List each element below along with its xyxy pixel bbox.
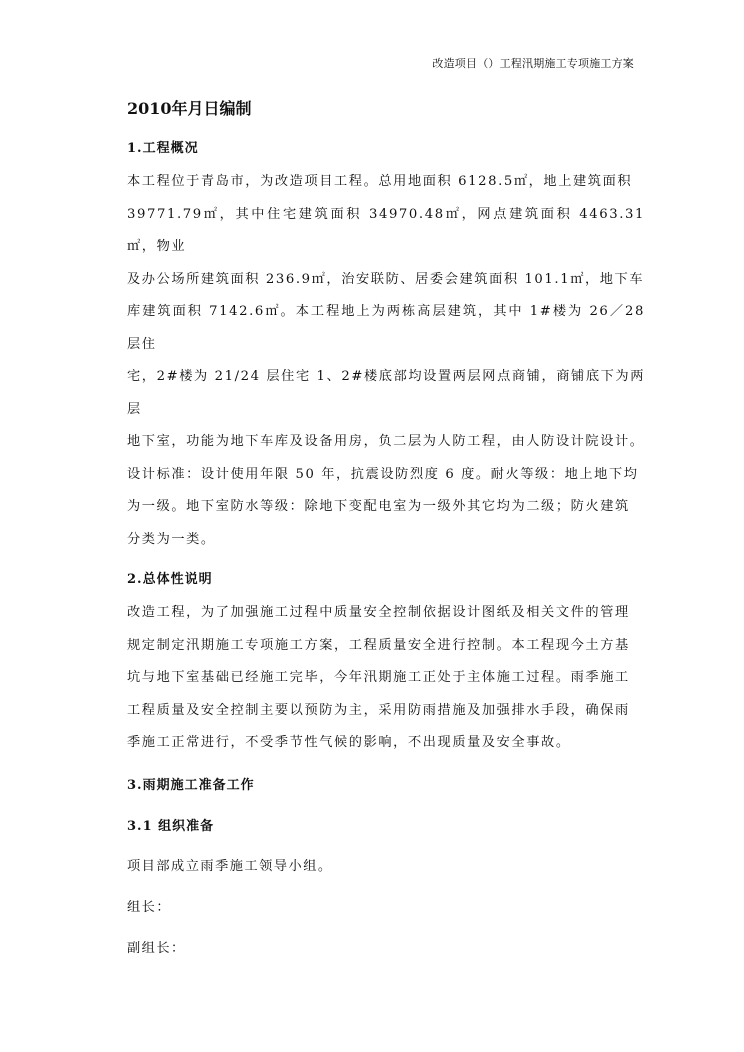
section-3-heading: 3.雨期施工准备工作 (127, 777, 255, 793)
paragraph-line: 为一级。地下室防水等级：除地下变配电室为一级外其它均为二级；防火建筑 (127, 499, 630, 514)
paragraph-line: 分类为一类。 (127, 531, 216, 547)
document-title: 2010年月日编制 (127, 99, 252, 118)
paragraph-line: 库建筑面积 7142.6㎡。本工程地上为两栋高层建筑，其中 1#楼为 26／28 层住 (127, 304, 645, 352)
paragraph-line: 规定制定汛期施工专项施工方案，工程质量安全进行控制。本工程现今土方基 (127, 637, 630, 653)
deputy-leader-label: 副组长： (127, 940, 186, 956)
paragraph-line: 改造工程，为了加强施工过程中质量安全控制依据设计图纸及相关文件的管理 (127, 605, 630, 620)
section-2-body (127, 597, 645, 760)
org-prep-text: 项目部成立雨季施工领导小组。 (127, 858, 333, 874)
section-1-body (127, 166, 645, 556)
paragraph-line: 坑与地下室基础已经施工完毕，今年汛期施工正处于主体施工过程。雨季施工 (127, 670, 630, 685)
paragraph-line: 本工程位于青岛市，为改造项目工程。总用地面积 6128.5㎡，地上建筑面积 (127, 174, 633, 189)
paragraph-line: 及办公场所建筑面积 236.9㎡，治安联防、居委会建筑面积 101.1㎡，地下车 (127, 271, 645, 287)
running-header: 改造项目（）工程汛期施工专项施工方案 (432, 57, 634, 70)
section-1-heading: 1.工程概况 (127, 141, 199, 156)
paragraph-line: 工程质量及安全控制主要以预防为主，采用防雨措施及加强排水手段，确保雨 (127, 702, 630, 718)
paragraph-line: 宅，2#楼为 21/24 层住宅 1、2#楼底部均设置两层网点商铺，商铺底下为两层 (127, 369, 645, 417)
paragraph-line: 地下室，功能为地下车库及设备用房，负二层为人防工程，由人防设计院设计。 (127, 434, 645, 449)
paragraph-line: 39771.79㎡，其中住宅建筑面积 34970.48㎡，网点建筑面积 4463.31㎡，物业 (127, 206, 645, 254)
document-body (127, 95, 645, 956)
section-3-1-heading: 3.1 组织准备 (127, 818, 215, 834)
team-leader-label: 组长： (127, 899, 172, 915)
paragraph-line: 季施工正常进行，不受季节性气候的影响，不出现质量及安全事故。 (127, 735, 571, 750)
paragraph-line: 设计标准：设计使用年限 50 年，抗震设防烈度 6 度。耐火等级：地上地下均 (127, 466, 639, 482)
section-2-heading: 2.总体性说明 (127, 572, 213, 587)
